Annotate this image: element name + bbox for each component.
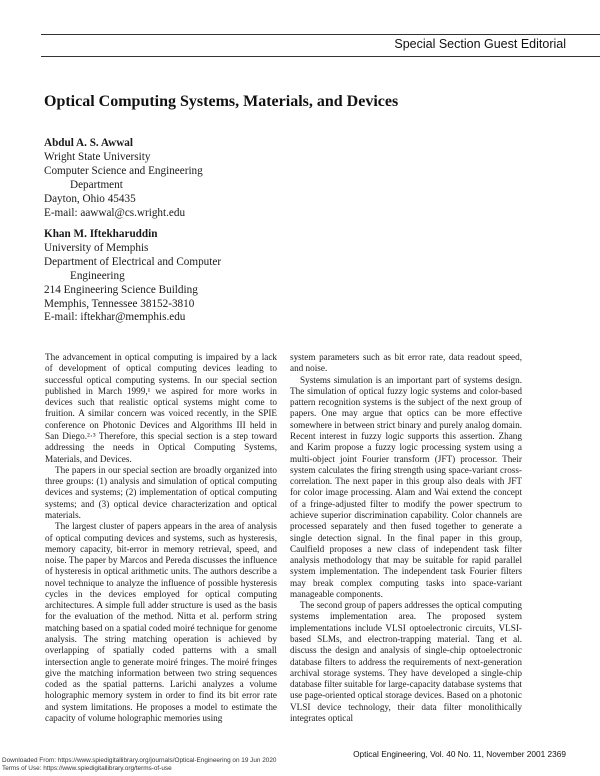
author-address-line: Dayton, Ohio 45435 xyxy=(44,192,136,205)
body-paragraph: Systems simulation is an important part of systems design. The simulation of optical fuzzy logic systems and color-based pattern recognition systems is the subject of the next group of papers. One may argue that optics can be more effective somewhere in between strict binary and purely analog domain. Recent interest in fuzzy logic supports this assertion. Zhang and Karim propose a fuzzy logic processing system using a multi-object joint Fourier transform (JFT) processor. Their system calculates the firing strength using space-variant cross-correlation. The next paper in this group also deals with JFT for color image processing. Alam and Wai extend the concept of a fringe-adjusted filter to modify the power spectrum to achieve superior discrimination capability. Color channels are processed separately and then fused together to generate a single detection signal. In the final paper in this group, Caulfield proposes a new class of independent task filter analysis methodology that may be suitable for rapid parallel system implementation. The independent task Fourier filters may break complex computing tasks into space-variant manageable components. xyxy=(290,374,522,599)
author-email[interactable]: E-mail: iftekhar@memphis.edu xyxy=(44,311,186,324)
section-header-bar xyxy=(41,34,600,59)
author-block-1 xyxy=(44,137,203,220)
body-paragraph: The advancement in optical computing is impaired by a lack of development of optical computing devices leading to successful optical computing systems. In our special section published in March 1999,¹ we aspired for more works in devices such that realistic optical systems might come to fruition. A similar concern was voiced recently, in the SPIE conference on Photonic Devices and Algorithms III held in San Diego.²·³ Therefore, this special section is a step toward addressing the needs in Optical Computing Systems, Materials, and Devices. xyxy=(45,352,277,464)
author-affiliation-line: Wright State University xyxy=(44,150,151,163)
author-affiliation-line: Computer Science and Engineering xyxy=(44,164,203,177)
header-bottom-rule xyxy=(41,56,600,57)
author-affiliation-line: Department xyxy=(70,178,123,191)
body-column-left xyxy=(45,352,277,724)
body-paragraph: The second group of papers addresses the optical computing systems implementation area. The proposed system implementations include VLSI optoelectronic circuits, VLSI-based SLMs, and electron-trapping material. Tang et al. discuss the design and analysis of single-chip optoelectronic database filters to address the requirements of next-generation archival storage systems. They have developed a single-chip database filter suitable for large-capacity database systems that use page-oriented optical storage devices. Based on a photonic VLSI device technology, their data filter monolithically integrates optical xyxy=(290,600,522,723)
author-affiliation-line: Engineering xyxy=(70,269,125,282)
terms-of-use-link[interactable]: Terms of Use: https://www.spiedigitallibrary.org/terms-of-use xyxy=(2,765,172,773)
body-column-right xyxy=(290,352,522,724)
body-paragraph: The papers in our special section are broadly organized into three groups: (1) analysis and simulation of optical computing devices and systems; (2) implementation of optical computing systems; and (3) optical device characterization and optical materials. xyxy=(45,464,277,520)
body-paragraph: system parameters such as bit error rate, data readout speed, and noise. xyxy=(290,352,522,374)
author-address-line: 214 Engineering Science Building xyxy=(44,283,198,296)
article-title: Optical Computing Systems, Materials, and Devices xyxy=(44,93,399,110)
journal-footer: Optical Engineering, Vol. 40 No. 11, November 2001 2369 xyxy=(353,749,566,759)
author-block-2 xyxy=(44,228,221,325)
section-label: Special Section Guest Editorial xyxy=(394,37,566,51)
author-affiliation-line: Department of Electrical and Computer xyxy=(44,255,222,268)
body-paragraph: The largest cluster of papers appears in the area of analysis of optical computing devices and systems, such as hysteresis, memory capacity, bit-error in memory retrieval, speed, and noise. The paper by Marcos and Pereda discusses the influence of hysteresis in optical arithmetic units. The authors describe a novel technique to analyze the influence of possible hysteresis cycles in the devices employed for optical computing architectures. A simple full adder structure is used as the basis for the evaluation of the method. Nitta et al. perform string matching based on a spatial coded moiré technique for genome analysis. The string matching operation is achieved by overlapping of spatially coded patterns with a small intersection angle to generate moiré fringes. The moiré fringes give the matching information between two string sequences coded as the spatial patterns. Larichi analyzes a volume holographic memory system in order to find its bit error rate and system limitations. He proposes a model to estimate the capacity of volume holographic memories using xyxy=(45,521,277,723)
author-affiliation-line: University of Memphis xyxy=(44,241,149,254)
author-email[interactable]: E-mail: aawwal@cs.wright.edu xyxy=(44,206,186,219)
header-top-rule xyxy=(41,34,600,35)
download-notice xyxy=(2,757,276,773)
author-name: Abdul A. S. Awwal xyxy=(44,137,134,149)
author-name: Khan M. Iftekharuddin xyxy=(44,228,158,240)
download-source-link[interactable]: Downloaded From: https://www.spiedigitallibrary.org/journals/Optical-Engineering on 19 Jun 2020 xyxy=(2,757,277,764)
author-address-line: Memphis, Tennessee 38152-3810 xyxy=(44,297,195,310)
